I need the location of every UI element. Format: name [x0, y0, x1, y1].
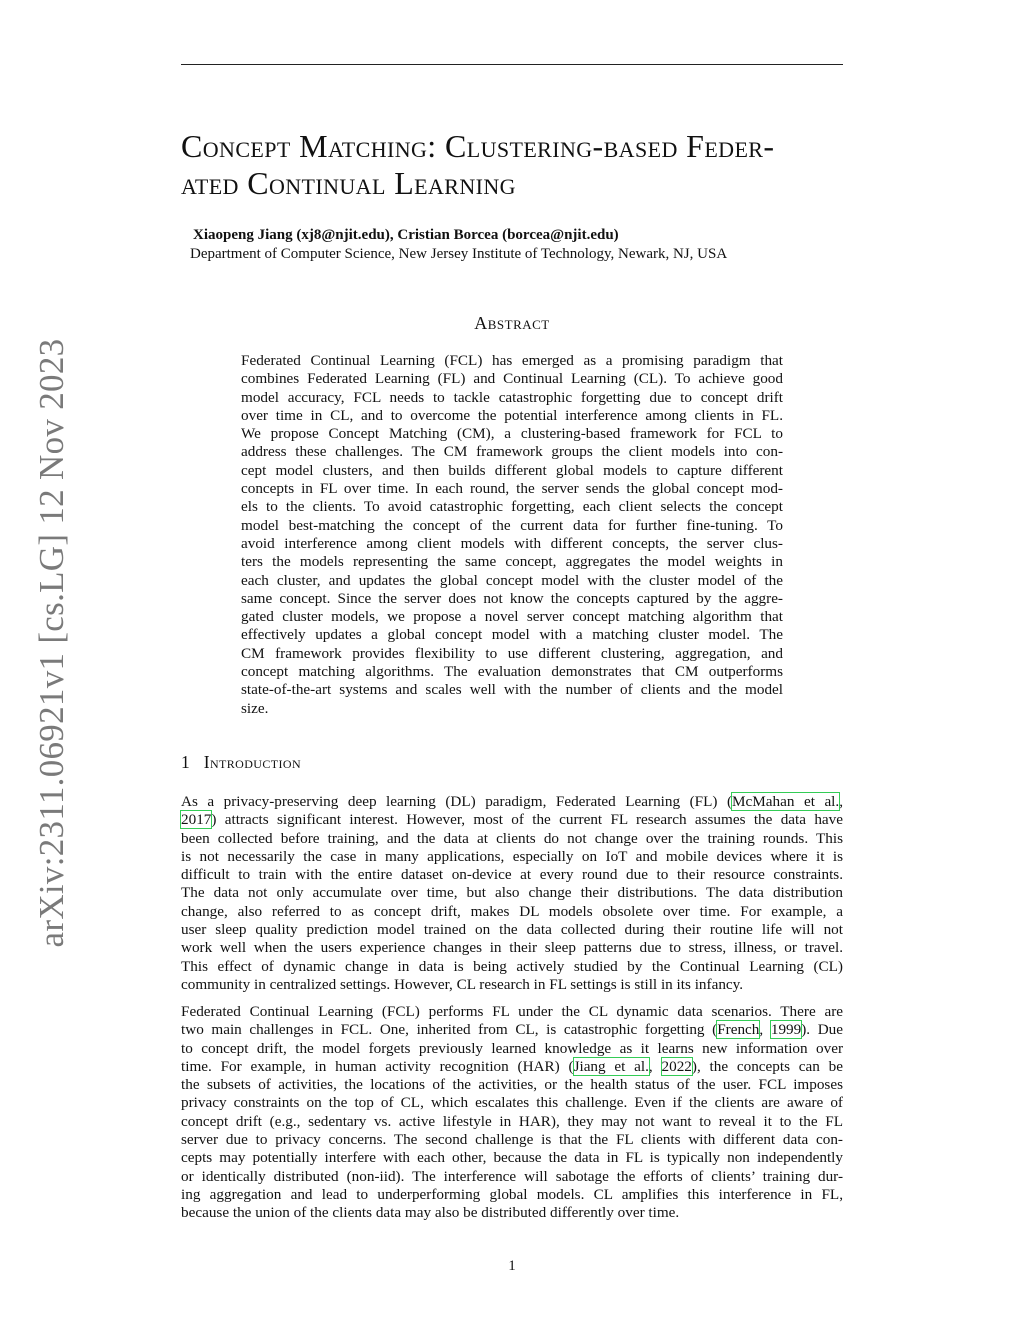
abstract-line: each cluster, and updates the global concept model with the cluster model of the [241, 571, 783, 589]
arxiv-identifier-text: arXiv:2311.06921v1 [cs.LG] 12 Nov 2023 [32, 338, 71, 948]
citation-link-french[interactable]: French [717, 1021, 760, 1039]
abstract-line: state-of-the-art systems and scales well with the number of clients and the model [241, 681, 783, 699]
paragraph-text: two main challenges in FCL. One, inherited from CL, is catastrophic forgetting ( [181, 1021, 718, 1039]
paragraph-text: , [648, 1057, 662, 1075]
paper-title [181, 128, 851, 202]
abstract-line: model accuracy, FCL needs to tackle catastrophic forgetting due to concept drift [241, 388, 783, 406]
paragraph-line: server due to privacy concerns. The second challenge is that the FL clients with different data con- [181, 1131, 843, 1149]
paragraph-line [181, 1058, 843, 1076]
paragraph-text: ), the concepts can be [691, 1057, 844, 1075]
author-affiliation: Department of Computer Science, New Jersey Institute of Technology, Newark, NJ, USA [190, 246, 728, 262]
paragraph-text: , [839, 793, 843, 810]
paragraph-line: been collected before training, and the data at clients do not change over the training rounds. This [181, 829, 843, 847]
paragraph-text: time. For example, in human activity recognition (HAR) ( [181, 1057, 574, 1075]
abstract-line: over time in CL, and to overcome the potential interference among clients in FL. [241, 406, 783, 424]
abstract-line: concept matching algorithms. The evaluation demonstrates that CM outperforms [241, 663, 783, 681]
abstract-line: concepts in FL over time. In each round, the server sends the global concept mod- [241, 480, 783, 498]
abstract-heading: Abstract [474, 313, 550, 333]
abstract-line: avoid interference among client models with different concepts, the server clus- [241, 534, 783, 552]
header-rule [181, 64, 843, 65]
abstract-line: Federated Continual Learning (FCL) has emerged as a promising paradigm that [241, 352, 783, 369]
paragraph-line: The data not only accumulate over time, but also change their distributions. The data distribution [181, 884, 843, 902]
paragraph-text: ) attracts significant interest. However, most of the current FL research assumes the data have [211, 811, 843, 829]
section-heading-introduction [181, 752, 301, 773]
abstract-line: els to the clients. To avoid catastrophic forgetting, each client selects the concept [241, 498, 783, 516]
paper-title-line-1: Concept Matching: Clustering-based Feder- [181, 128, 775, 164]
abstract-line: gated cluster models, we propose a novel server concept matching algorithm that [241, 608, 783, 626]
abstract-line: CM framework provides flexibility to use different clustering, aggregation, and [241, 644, 783, 662]
paragraph-text: , [759, 1021, 771, 1039]
citation-link-mcmahan-year[interactable]: 2017 [181, 811, 212, 829]
paragraph-line: or identically distributed (non-iid). The interference will sabotage the efforts of clients’ training dur- [181, 1167, 843, 1185]
paragraph-line: because the union of the clients data may also be distributed differently over time. [181, 1204, 680, 1222]
abstract-line: same concept. Since the server does not know the concepts captured by the aggre- [241, 589, 783, 607]
paragraph-line: This effect of dynamic change in data is being actively studied by the Continual Learning (CL) [181, 957, 843, 975]
section-title: Introduction [203, 752, 302, 772]
paragraph-text: ). Due [801, 1021, 844, 1039]
abstract-line: combines Federated Learning (FL) and Continual Learning (CL). To achieve good [241, 370, 783, 388]
paragraph-line: the subsets of activities, the locations of the activities, or the health status of the user. FCL imposes [181, 1076, 843, 1094]
citation-link-jiang-year[interactable]: 2022 [661, 1057, 692, 1075]
abstract-line: size. [241, 699, 269, 717]
abstract-line: effectively updates a global concept model with a matching cluster model. The [241, 626, 783, 644]
intro-paragraph-1 [181, 793, 843, 994]
paragraph-line: Federated Continual Learning (FCL) performs FL under the CL dynamic data scenarios. There are [181, 1003, 843, 1020]
paragraph-line: concept drift (e.g., sedentary vs. active lifestyle in HAR), they may not want to reveal it to the FL [181, 1112, 843, 1130]
paragraph-line: to concept drift, the model forgets previously learned knowledge as it learns new information over [181, 1039, 843, 1057]
citation-link-french-year[interactable]: 1999 [770, 1021, 802, 1039]
abstract-body [241, 352, 783, 718]
paragraph-line [181, 811, 843, 829]
abstract-line: address these challenges. The CM framework groups the client models into con- [241, 443, 783, 461]
paragraph-line: change, also referred to as concept drift, makes DL models obsolete over time. For example, a [181, 902, 843, 920]
paragraph-line: privacy constraints on the top of CL, which escalates this challenge. Even if the clients are aware of [181, 1094, 843, 1112]
paragraph-line: cepts may potentially interfere with each other, because the data in FL is typically non independently [181, 1149, 843, 1167]
abstract-line: model best-matching the concept of the current data for further fine-tuning. To [241, 516, 783, 534]
citation-link-jiang[interactable]: Jiang et al. [573, 1057, 649, 1075]
abstract-line: cept model clusters, and then builds different global models to capture different [241, 461, 783, 479]
paper-title-line-2: ated Continual Learning [181, 165, 516, 201]
author-list: Xiaopeng Jiang (xj8@njit.edu), Cristian Borcea (borcea@njit.edu) [193, 227, 619, 243]
paragraph-line: work well when the users experience changes in their sleep patterns due to stress, illness, or travel. [181, 939, 843, 957]
paragraph-text: As a privacy-preserving deep learning (DL) paradigm, Federated Learning (FL) ( [181, 793, 733, 810]
paragraph-line: ing aggregation and lead to underperforming global models. CL amplifies this interference in FL, [181, 1185, 843, 1203]
paragraph-line: difficult to train with the entire dataset on-device at every round due to their resource constraints. [181, 866, 843, 884]
abstract-line: We propose Concept Matching (CM), a clustering-based framework for FCL to [241, 425, 783, 443]
page-number: 1 [508, 1258, 516, 1274]
citation-link-mcmahan[interactable]: McMahan et al. [732, 793, 840, 810]
paragraph-line: is not necessarily the case in many applications, especially on IoT and mobile devices where it is [181, 847, 843, 865]
intro-paragraph-2 [181, 1003, 843, 1223]
abstract-line: ters the models representing the same concept, aggregates the model weights in [241, 553, 783, 571]
paragraph-line [181, 1021, 843, 1039]
paragraph-line: user sleep quality prediction model trained on the data collected during their routine life will not [181, 921, 843, 939]
paragraph-line [181, 793, 843, 811]
section-number: 1 [181, 752, 190, 772]
paragraph-line: community in centralized settings. However, CL research in FL settings is still in its infancy. [181, 975, 744, 993]
